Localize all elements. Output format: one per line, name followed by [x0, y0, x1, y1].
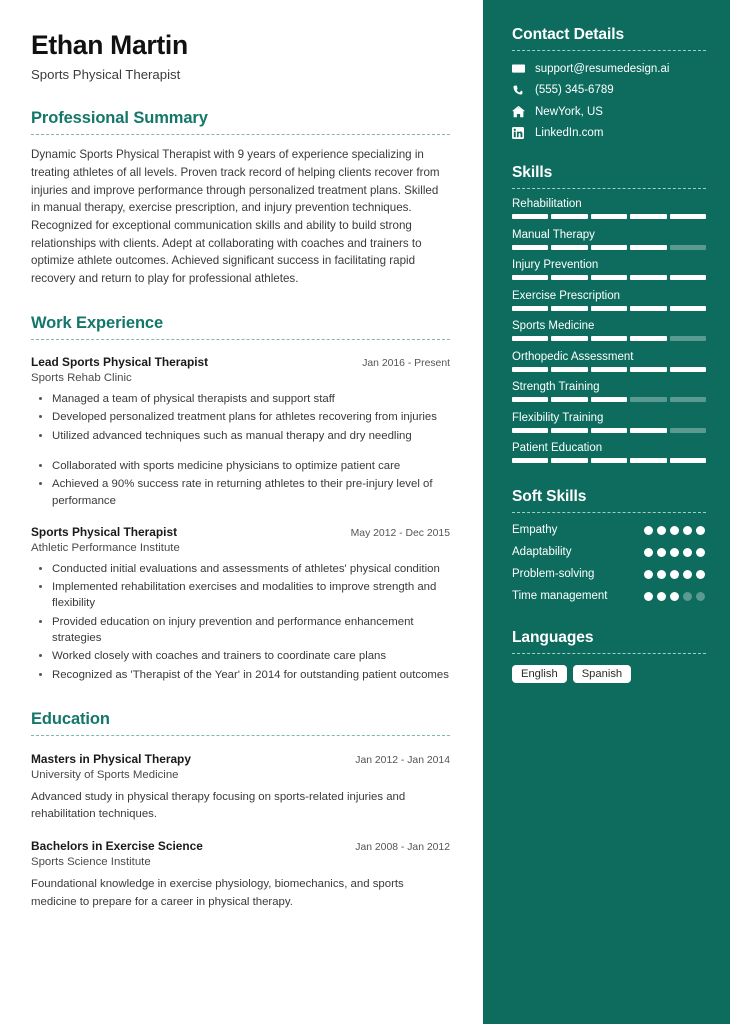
- education-entry-school: University of Sports Medicine: [31, 769, 179, 782]
- rating-dot: [670, 548, 679, 557]
- skill-bar-segment: [630, 214, 666, 219]
- education-entry-degree: Bachelors in Exercise Science: [31, 839, 203, 854]
- work-entry: [31, 355, 450, 509]
- skill-bar-segment: [551, 397, 587, 402]
- section-heading: Professional Summary: [31, 109, 208, 128]
- skill-label: Rehabilitation: [512, 198, 582, 210]
- skill-row: [512, 229, 706, 250]
- skill-bar-segment: [630, 275, 666, 280]
- education-entry: [31, 839, 450, 910]
- skill-bar-segment: [670, 214, 706, 219]
- rating-dot: [657, 526, 666, 535]
- home-icon: [512, 105, 529, 118]
- skill-row: [512, 442, 706, 463]
- skill-level-bar: [512, 306, 706, 311]
- skill-level-bar: [512, 367, 706, 372]
- skill-bar-segment: [670, 428, 706, 433]
- skill-bar-segment: [512, 428, 548, 433]
- work-entry-header: [31, 525, 450, 539]
- contact-row[interactable]: [512, 62, 706, 75]
- rating-dot: [696, 548, 705, 557]
- skill-bar-segment: [551, 336, 587, 341]
- soft-skills-list: [512, 523, 706, 604]
- languages-list: [512, 665, 706, 683]
- skill-bar-segment: [591, 275, 627, 280]
- skill-bar-segment: [591, 397, 627, 402]
- section-languages: [512, 629, 706, 683]
- skill-row: [512, 198, 706, 219]
- education-entry-header: [31, 752, 450, 766]
- skill-label: Manual Therapy: [512, 228, 595, 241]
- education-entry-description: Foundational knowledge in exercise physiology, biomechanics, and sports medicine to prepare for a career in physical therapy.: [31, 878, 404, 908]
- skill-bar-segment: [630, 336, 666, 341]
- section-soft-skills: [512, 488, 706, 604]
- skill-bar-segment: [591, 214, 627, 219]
- job-title: Sports Physical Therapist: [31, 67, 181, 83]
- section-divider: [512, 50, 706, 51]
- list-item: • Implemented rehabilitation exercises and modalities to improve strength and flexibility: [52, 579, 450, 612]
- skill-level-bar: [512, 214, 706, 219]
- section-divider: [31, 134, 450, 135]
- list-item: • Provided education on injury prevention and performance enhancement strategies: [52, 614, 450, 647]
- skill-bar-segment: [670, 367, 706, 372]
- skill-label: Strength Training: [512, 381, 600, 393]
- rating-dot: [644, 548, 653, 557]
- education-entry-list: [31, 752, 450, 910]
- list-item: • Utilized advanced techniques such as manual therapy and dry needling: [52, 428, 450, 445]
- bullet-spacer: [52, 446, 450, 457]
- skill-level-bar: [512, 275, 706, 280]
- list-item: • Managed a team of physical therapists and support staff: [52, 391, 450, 408]
- contact-list: [512, 62, 706, 139]
- section-heading: Soft Skills: [512, 488, 587, 505]
- rating-dot: [696, 592, 705, 601]
- skill-bar-segment: [591, 306, 627, 311]
- skill-level-bar: [512, 245, 706, 250]
- contact-row[interactable]: [512, 105, 706, 118]
- education-entry-description: Advanced study in physical therapy focusing on sports-related injuries and rehabilitation techniques.: [31, 791, 406, 821]
- list-item: • Collaborated with sports medicine physicians to optimize patient care: [52, 458, 450, 475]
- skill-bar-segment: [512, 214, 548, 219]
- section-heading: Skills: [512, 164, 553, 181]
- rating-dot: [657, 592, 666, 601]
- skill-bar-segment: [551, 306, 587, 311]
- section-divider: [31, 339, 450, 340]
- soft-skill-row: [512, 567, 706, 583]
- list-item: • Developed personalized treatment plans for athletes recovering from injuries: [52, 409, 450, 426]
- soft-skill-row: [512, 545, 706, 561]
- skill-row: [512, 351, 706, 372]
- skill-row: [512, 381, 706, 402]
- skill-bar-segment: [591, 428, 627, 433]
- page-title: Ethan Martin: [31, 30, 188, 60]
- skill-label: Exercise Prescription: [512, 289, 621, 302]
- section-heading: Education: [31, 710, 110, 729]
- soft-skill-rating: [644, 523, 706, 535]
- list-item: • Recognized as 'Therapist of the Year' in 2014 for outstanding patient outcomes: [52, 667, 450, 684]
- rating-dot: [683, 548, 692, 557]
- skill-bar-segment: [512, 367, 548, 372]
- skill-bar-segment: [591, 336, 627, 341]
- language-tag[interactable]: Spanish: [573, 665, 631, 683]
- skill-label: Flexibility Training: [512, 411, 604, 424]
- skill-row: [512, 290, 706, 311]
- section-heading: Languages: [512, 629, 594, 647]
- skill-label: Sports Medicine: [512, 320, 595, 332]
- phone-icon: [512, 84, 529, 96]
- skill-bar-segment: [591, 245, 627, 250]
- skill-bar-segment: [512, 336, 548, 341]
- education-entry-date: Jan 2012 - Jan 2014: [355, 755, 450, 767]
- skills-list: [512, 198, 706, 463]
- skill-bar-segment: [512, 458, 548, 463]
- work-entry: [31, 525, 450, 683]
- rating-dot: [670, 592, 679, 601]
- rating-dot: [696, 526, 705, 535]
- section-divider: [512, 188, 706, 189]
- section-heading: Contact Details: [512, 26, 625, 43]
- envelope-icon: [512, 62, 529, 75]
- skill-bar-segment: [551, 245, 587, 250]
- rating-dot: [644, 592, 653, 601]
- education-entry-header: [31, 839, 450, 853]
- work-entry-list: [31, 355, 450, 683]
- soft-skill-label: Adaptability: [512, 545, 572, 558]
- education-entry-school: Sports Science Institute: [31, 856, 151, 869]
- section-divider: [512, 512, 706, 513]
- work-entry-organization: Athletic Performance Institute: [31, 541, 180, 554]
- soft-skill-rating: [644, 545, 706, 557]
- header-block: [31, 30, 450, 82]
- rating-dot: [683, 526, 692, 535]
- skill-bar-segment: [591, 367, 627, 372]
- education-entry-degree: Masters in Physical Therapy: [31, 752, 191, 767]
- skill-bar-segment: [670, 397, 706, 402]
- contact-row[interactable]: [512, 84, 706, 96]
- section-professional-summary: [31, 109, 450, 287]
- skill-bar-segment: [670, 245, 706, 250]
- skill-bar-segment: [591, 458, 627, 463]
- rating-dot: [683, 592, 692, 601]
- work-entry-date: Jan 2016 - Present: [362, 358, 450, 370]
- skill-bar-segment: [512, 245, 548, 250]
- soft-skill-label: Problem-solving: [512, 567, 595, 580]
- skill-bar-segment: [512, 397, 548, 402]
- rating-dot: [657, 570, 666, 579]
- skill-level-bar: [512, 458, 706, 463]
- work-entry-bullets: [31, 391, 450, 509]
- section-heading: Work Experience: [31, 314, 164, 333]
- contact-value: NewYork, US: [535, 105, 603, 118]
- education-entry-date: Jan 2008 - Jan 2012: [355, 842, 450, 854]
- rating-dot: [644, 570, 653, 579]
- soft-skill-rating: [644, 589, 706, 601]
- skill-label: Patient Education: [512, 442, 603, 454]
- work-entry-organization: Sports Rehab Clinic: [31, 372, 132, 385]
- skill-bar-segment: [670, 458, 706, 463]
- language-tag[interactable]: English: [512, 665, 567, 683]
- skill-bar-segment: [551, 458, 587, 463]
- work-entry-header: [31, 355, 450, 369]
- skill-bar-segment: [551, 367, 587, 372]
- contact-value: LinkedIn.com: [535, 127, 604, 139]
- list-item: • Worked closely with coaches and trainers to coordinate care plans: [52, 648, 450, 665]
- skill-bar-segment: [630, 458, 666, 463]
- list-item: • Conducted initial evaluations and assessments of athletes' physical condition: [52, 561, 450, 578]
- skill-bar-segment: [551, 275, 587, 280]
- list-item: • Achieved a 90% success rate in returning athletes to their pre-injury level of performance: [52, 476, 450, 509]
- skill-bar-segment: [630, 306, 666, 311]
- linkedin-icon: [512, 127, 529, 139]
- rating-dot: [683, 570, 692, 579]
- skill-bar-segment: [670, 275, 706, 280]
- skill-bar-segment: [512, 306, 548, 311]
- soft-skill-row: [512, 523, 706, 539]
- skill-bar-segment: [670, 336, 706, 341]
- work-entry-date: May 2012 - Dec 2015: [350, 527, 450, 539]
- soft-skill-row: [512, 589, 706, 605]
- work-entry-role: Sports Physical Therapist: [31, 524, 178, 539]
- skill-bar-segment: [630, 245, 666, 250]
- skill-label: Orthopedic Assessment: [512, 350, 634, 363]
- soft-skill-label: Time management: [512, 589, 608, 602]
- section-skills: [512, 164, 706, 463]
- soft-skill-label: Empathy: [512, 524, 558, 536]
- work-entry-bullets: [31, 561, 450, 683]
- skill-label: Injury Prevention: [512, 259, 599, 271]
- rating-dot: [670, 570, 679, 579]
- skill-row: [512, 259, 706, 280]
- summary-text: Dynamic Sports Physical Therapist with 9 years of experience specializing in treating athletes of all levels. Proven track record of helping clients recover from injuries and improve performance through personalized treatment plans. Skilled in manual therapy, exercise prescription, and injury prevention techniques. Recognized for exceptional communication skills and ability to build strong relationships with clients. Adept at collaborating with coaches and trainers to optimize athlete outcomes. Achieved significant success in facilitating rapid recovery and return to play for professional athletes.: [31, 148, 440, 285]
- skill-level-bar: [512, 336, 706, 341]
- skill-bar-segment: [551, 214, 587, 219]
- contact-value: support@resumedesign.ai: [535, 62, 670, 75]
- skill-level-bar: [512, 397, 706, 402]
- section-education: [31, 710, 450, 910]
- skill-bar-segment: [630, 397, 666, 402]
- rating-dot: [657, 548, 666, 557]
- skill-bar-segment: [551, 428, 587, 433]
- section-contact-details: [512, 26, 706, 139]
- section-divider: [512, 653, 706, 654]
- soft-skill-rating: [644, 567, 706, 579]
- rating-dot: [670, 526, 679, 535]
- skill-bar-segment: [512, 275, 548, 280]
- skill-level-bar: [512, 428, 706, 433]
- contact-value: (555) 345-6789: [535, 84, 614, 96]
- skill-row: [512, 412, 706, 433]
- resume-sidebar: [483, 0, 730, 1024]
- contact-row[interactable]: [512, 127, 706, 139]
- skill-bar-segment: [630, 367, 666, 372]
- skill-bar-segment: [670, 306, 706, 311]
- section-divider: [31, 735, 450, 736]
- skill-bar-segment: [630, 428, 666, 433]
- rating-dot: [644, 526, 653, 535]
- rating-dot: [696, 570, 705, 579]
- skill-row: [512, 320, 706, 341]
- education-entry: [31, 752, 450, 823]
- work-entry-role: Lead Sports Physical Therapist: [31, 355, 209, 370]
- section-work-experience: [31, 314, 450, 683]
